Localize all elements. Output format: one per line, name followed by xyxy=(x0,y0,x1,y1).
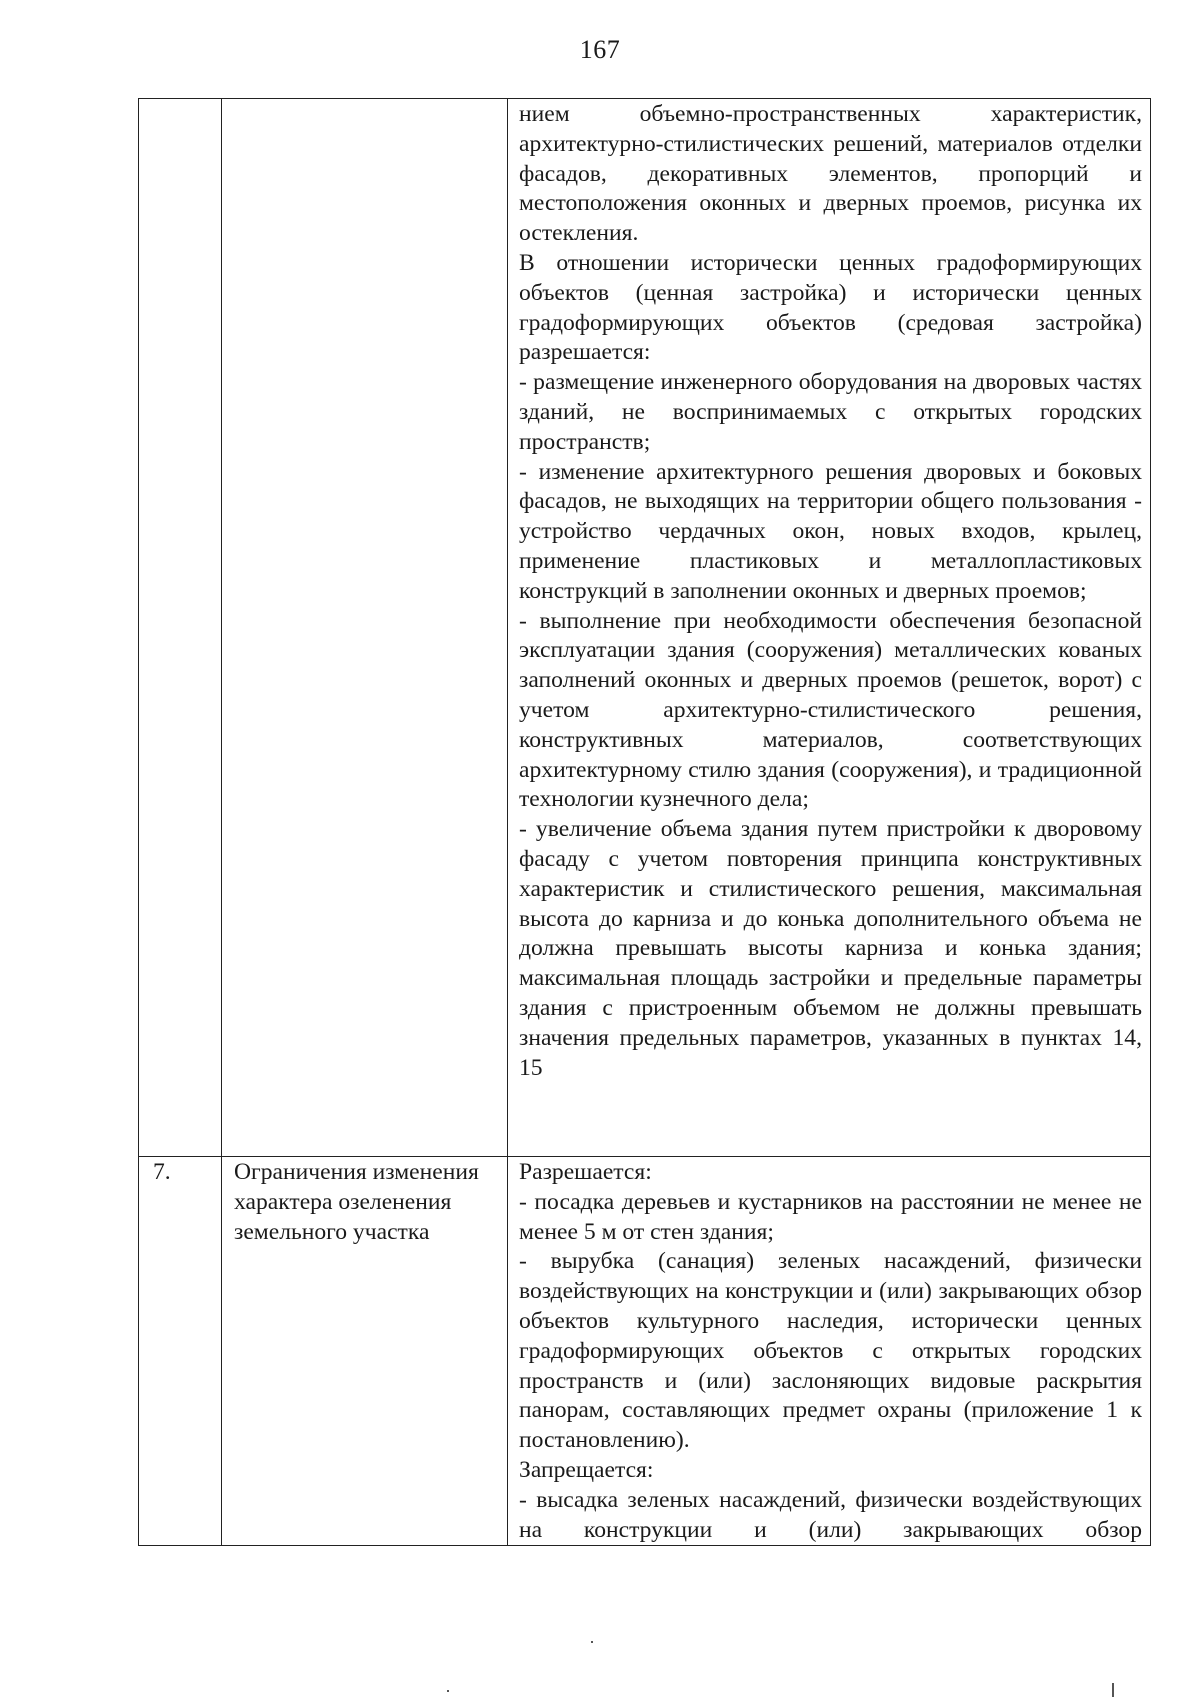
paragraph: - посадка деревьев и кустарников на расстоянии не менее не менее 5 м от стен здания; xyxy=(519,1188,1142,1245)
paragraph: - увеличение объема здания путем пристройки к дворовому фасаду с учетом повторения принципа конструктивных характеристик и стилистического решения, максимальная высота до карниза и до конька дополнительного объема не должна превышать высоты карниза и конька здания; максимальная площадь застройки и предельные параметры здания с пристроенным объемом не должны превышать значения предельных параметров, указанных в пунктах 14, 15 xyxy=(519,816,1142,1081)
row-text-cell xyxy=(508,1157,1151,1546)
row-text-cell xyxy=(508,99,1151,1157)
paragraph: - вырубка (санация) зеленых насаждений, физически воздействующих на конструкции и (или) закрывающих обзор объектов культурного наследия, исторически ценных градоформирующих объектов с открытых городских пространств и (или) заслоняющих видовые раскрытия панорам, составляющих предмет охраны (приложение 1 к постановлению). xyxy=(519,1248,1142,1454)
row-name-cell xyxy=(222,99,508,1157)
paragraph: - высадка зеленых насаждений, физически воздействующих на конструкции и (или) закрывающих обзор xyxy=(519,1486,1142,1543)
paragraph: - выполнение при необходимости обеспечения безопасной эксплуатации здания (сооружения) металлических кованых заполнений оконных и дверных проемов (решеток, ворот) с учетом архитектурно-стилистического решения, конструктивных материалов, соответствующих архитектурному стилю здания (сооружения), и традиционной технологии кузнечного дела; xyxy=(519,607,1142,813)
paragraph: В отношении исторически ценных градоформирующих объектов (ценная застройка) и исторически ценных градоформирующих объектов (средовая застройка) разрешается: xyxy=(519,249,1142,366)
scan-speck xyxy=(447,1690,449,1692)
scan-speck xyxy=(591,1641,593,1643)
scan-speck xyxy=(1112,1683,1114,1697)
row-number-cell xyxy=(139,99,222,1157)
page-number: 167 xyxy=(579,35,621,64)
paragraph: Запрещается: xyxy=(519,1456,654,1483)
paragraph: - изменение архитектурного решения дворовых и боковых фасадов, не выходящих на территории общего пользования - устройство чердачных окон, новых входов, крылец, применение пластиковых и металлопластиковых конструкций в заполнении оконных и дверных проемов; xyxy=(519,458,1142,604)
paragraph: Разрешается: xyxy=(519,1159,652,1185)
table-row xyxy=(139,99,1151,1157)
regulations-table xyxy=(138,98,1151,1546)
paragraph: - размещение инженерного оборудования на дворовых частях зданий, не воспринимаемых с открытых городских пространств; xyxy=(519,369,1142,455)
row-number-cell: 7. xyxy=(139,1157,222,1546)
table-row xyxy=(139,1157,1151,1546)
paragraph: нием объемно-пространственных характеристик, архитектурно-стилистических решений, материалов отделки фасадов, декоративных элементов, пропорций и местоположения оконных и дверных проемов, рисунка их остекления. xyxy=(519,101,1142,247)
row-name-cell: Ограничения изменения характера озеленения земельного участка xyxy=(222,1157,508,1546)
